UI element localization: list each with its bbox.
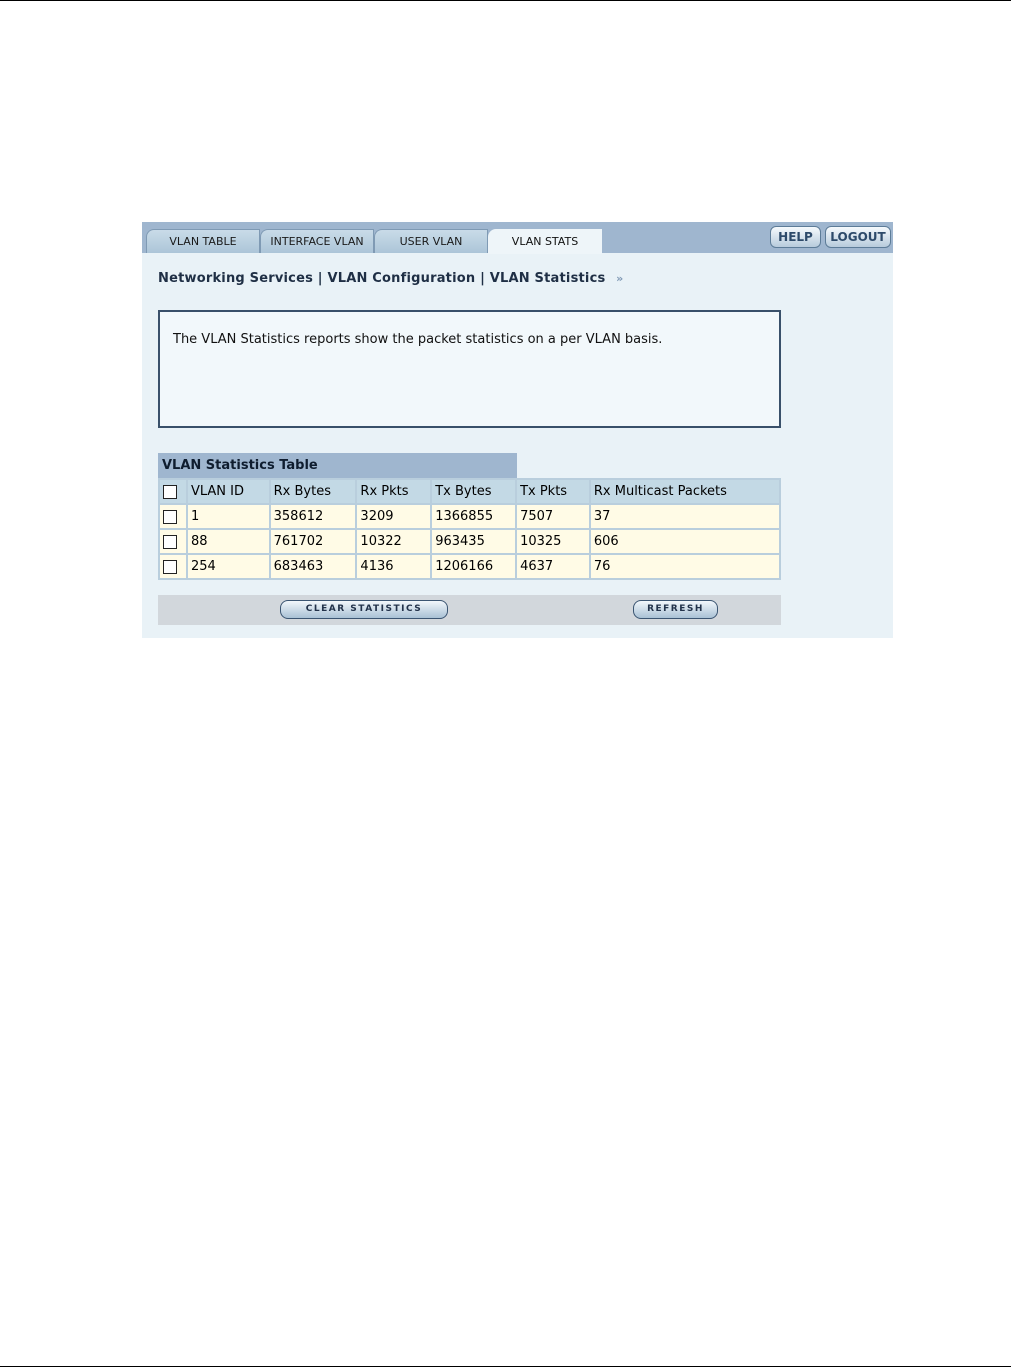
table-cell: 37 [590,504,780,529]
table-cell: 1206166 [431,554,516,579]
table-cell: 10322 [356,529,431,554]
breadcrumb-vlan-statistics: VLAN Statistics [489,271,606,286]
row-checkbox[interactable] [163,560,177,574]
column-header: Tx Pkts [516,479,590,504]
tab-user-vlan[interactable]: USER VLAN [374,229,488,253]
table-cell: 4637 [516,554,590,579]
description-text: The VLAN Statistics reports show the packet statistics on a per VLAN basis. [173,332,663,347]
description-box [158,310,781,428]
page-top-rule [0,0,1011,1]
table-footer [158,595,781,625]
row-checkbox[interactable] [163,510,177,524]
table-cell: 1366855 [431,504,516,529]
row-select-cell [159,529,187,554]
breadcrumb-separator: | [480,271,486,286]
table-cell: 761702 [270,529,357,554]
table-cell: 4136 [356,554,431,579]
row-checkbox[interactable] [163,535,177,549]
logout-button[interactable]: LOGOUT [825,226,891,248]
page-bottom-rule [0,1366,1011,1367]
column-header: VLAN ID [187,479,270,504]
table-cell: 683463 [270,554,357,579]
table-row [159,554,780,579]
row-select-cell [159,554,187,579]
tab-vlan-stats[interactable]: VLAN STATS [488,229,602,254]
help-button[interactable]: HELP [770,226,821,248]
select-all-cell [159,479,187,504]
table-cell: 963435 [431,529,516,554]
table-cell: 88 [187,529,270,554]
tab-interface-vlan[interactable]: INTERFACE VLAN [260,229,374,253]
table-cell: 254 [187,554,270,579]
column-header: Tx Bytes [431,479,516,504]
table-title: VLAN Statistics Table [158,453,517,478]
tab-vlan-table[interactable]: VLAN TABLE [146,229,260,253]
table-cell: 606 [590,529,780,554]
tab-bar [142,222,893,253]
refresh-button[interactable]: REFRESH [633,600,718,619]
breadcrumb-networking-services[interactable]: Networking Services [158,271,314,286]
table-row [159,504,780,529]
column-header: Rx Pkts [356,479,431,504]
table-cell: 7507 [516,504,590,529]
table-row [159,529,780,554]
table-cell: 10325 [516,529,590,554]
column-header: Rx Bytes [270,479,357,504]
table-cell: 76 [590,554,780,579]
breadcrumb-separator: | [317,271,323,286]
column-header: Rx Multicast Packets [590,479,780,504]
breadcrumb [158,271,623,286]
table-cell: 1 [187,504,270,529]
table-header-row [159,479,780,504]
select-all-checkbox[interactable] [163,485,177,499]
vlan-statistics-table [158,478,781,580]
table-cell: 358612 [270,504,357,529]
vlan-stats-panel [142,222,893,638]
breadcrumb-vlan-configuration[interactable]: VLAN Configuration [327,271,476,286]
clear-statistics-button[interactable]: CLEAR STATISTICS [280,600,448,619]
double-chevron-icon: » [616,272,624,285]
table-cell: 3209 [356,504,431,529]
row-select-cell [159,504,187,529]
